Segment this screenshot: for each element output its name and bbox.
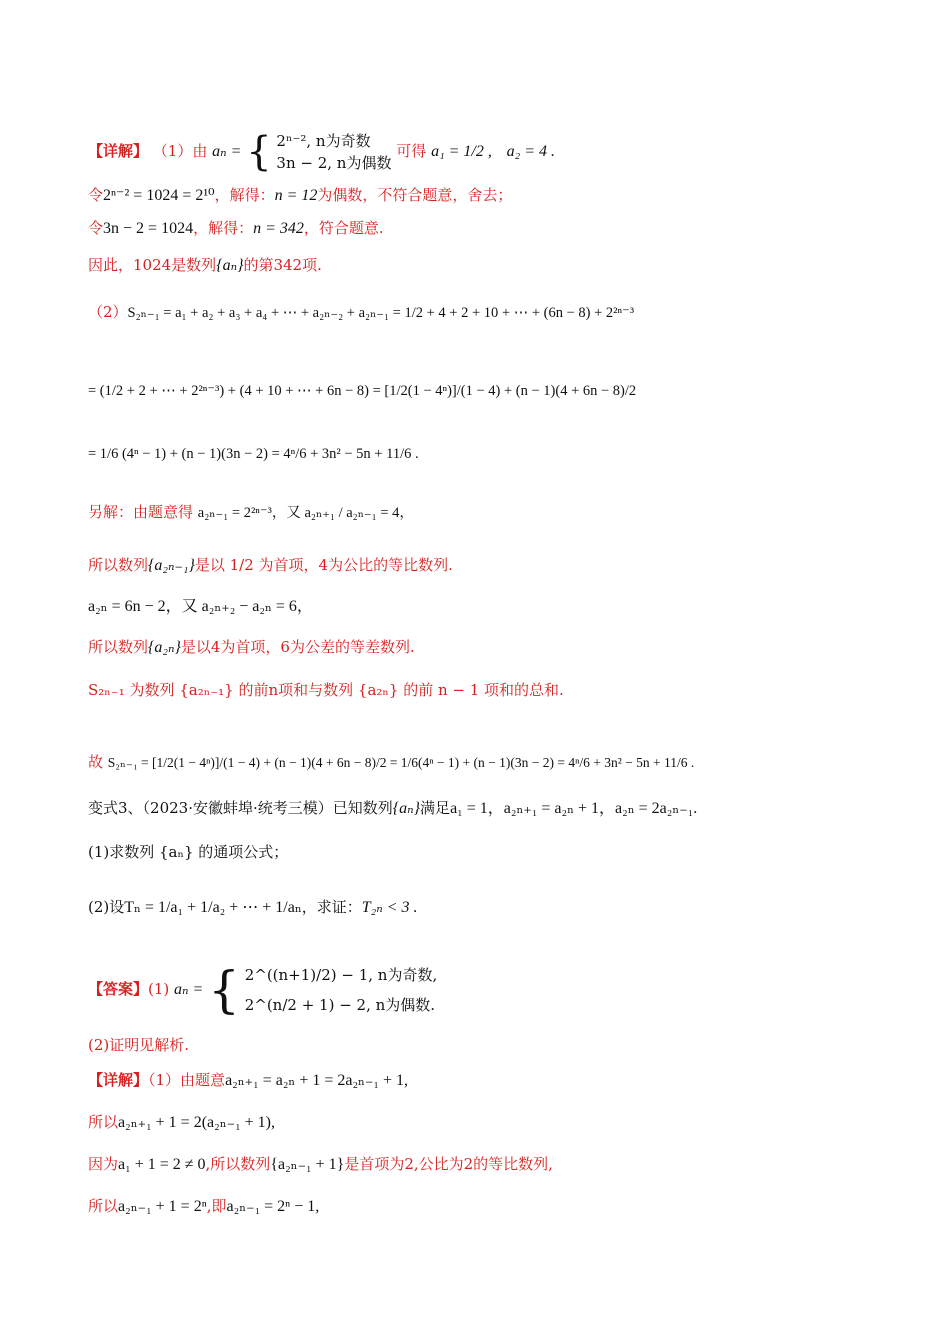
math: a₂ₙ₊₁ + 1 = 2(a₂ₙ₋₁ + 1), xyxy=(118,1114,275,1131)
mid-text: 可得 xyxy=(396,142,427,160)
lhs: aₙ = xyxy=(174,981,204,998)
math: 3n − 2 = 1024 xyxy=(103,220,194,237)
text2: ,即 xyxy=(206,1197,227,1215)
alt-line2 xyxy=(88,555,453,576)
math2: n = 12 xyxy=(274,187,318,204)
text2: 是以 1/2 为首项，4为公比的等比数列. xyxy=(194,556,453,574)
q1: (1)求数列 {aₙ} 的通项公式； xyxy=(88,843,289,861)
eq2: = (1/2 + 2 + ⋯ + 2²ⁿ⁻³) + (4 + 10 + ⋯ + 6n − 8) = [1/2(1 − 4ⁿ)]/(1 − 4) + (n − 1)(4 + 6n − 8)/2 xyxy=(88,383,637,399)
detail-tag: 【详解】 xyxy=(88,1071,149,1089)
text: 所以 xyxy=(88,1113,119,1131)
text1: 因此，1024是数列 xyxy=(88,256,217,274)
eq1: S₂ₙ₋₁ = a₁ + a₂ + a₃ + a₄ + ⋯ + a₂ₙ₋₂ + a₂ₙ₋₁ = 1/2 + 4 + 2 + 10 + ⋯ + (6n − 8) + 2²ⁿ⁻³ xyxy=(127,305,635,321)
alt-line6 xyxy=(88,752,694,773)
text1: 满足 xyxy=(420,799,451,817)
part: (1) xyxy=(148,980,170,998)
math1: {aₙ} xyxy=(392,800,421,817)
math2: n = 342 xyxy=(253,220,304,237)
answer-line xyxy=(88,960,437,1020)
piecewise-cases xyxy=(276,130,391,174)
answer-tag: 【答案】 xyxy=(88,980,149,998)
part-label: （1）由 xyxy=(152,142,208,160)
detail-tag: 【详解】 xyxy=(88,142,149,160)
a1-value: a₁ = 1/2 , xyxy=(431,143,492,160)
alt-line3 xyxy=(88,596,313,617)
math: a₂ₙ = 6n − 2，又 a₂ₙ₊₂ − a₂ₙ = 6， xyxy=(88,598,313,615)
detail2-line3 xyxy=(88,1154,553,1175)
text2: 的第342项. xyxy=(243,256,322,274)
text1: 所以数列 xyxy=(88,556,149,574)
line-b xyxy=(88,218,384,239)
math2: a₁ = 1，a₂ₙ₊₁ = a₂ₙ + 1，a₂ₙ = 2a₂ₙ₋₁. xyxy=(450,800,698,817)
tail: ，符合题意. xyxy=(303,219,384,237)
formula-lhs: aₙ = xyxy=(212,143,242,160)
math: 2ⁿ⁻² = 1024 = 2¹⁰ xyxy=(103,187,215,204)
math: a₂ₙ₋₁ = 2²ⁿ⁻³，又 a₂ₙ₊₁ / a₂ₙ₋₁ = 4， xyxy=(197,505,414,521)
math: a₁ + 1 = 2 ≠ 0 xyxy=(118,1156,206,1173)
text: S₂ₙ₋₁ 为数列 {a₂ₙ₋₁} 的前n项和与数列 {a₂ₙ} 的前 n − 1 项和的总和. xyxy=(88,681,564,699)
math: S₂ₙ₋₁ = [1/2(1 − 4ⁿ)]/(1 − 4) + (n − 1)(4 + 6n − 8)/2 = 1/6(4ⁿ − 1) + (n − 1)(3n − 2) = 4ⁿ/6 + 3n² − 5n + 11/6 . xyxy=(107,755,695,770)
text1: 所以数列 xyxy=(88,638,149,656)
text: ，解得： xyxy=(193,219,254,237)
math2: a₂ₙ₋₁ = 2ⁿ − 1, xyxy=(226,1198,320,1215)
alt-line1 xyxy=(88,502,414,523)
case-even: 3n − 2, n为偶数 xyxy=(276,154,392,172)
math: a₂ₙ₋₁ + 1 = 2ⁿ xyxy=(118,1198,207,1215)
math2: T₂ₙ < 3 . xyxy=(361,899,418,916)
text: ，求证： xyxy=(301,898,362,916)
brace: { xyxy=(246,129,272,175)
prefix: (2)设 xyxy=(88,898,125,916)
prefix: 令 xyxy=(88,186,104,204)
variant3-q2 xyxy=(88,897,418,918)
math: a₂ₙ₊₁ = a₂ₙ + 1 = 2a₂ₙ₋₁ + 1, xyxy=(225,1072,409,1089)
prefix: 故 xyxy=(88,753,104,771)
math2: {a₂ₙ₋₁ + 1} xyxy=(270,1156,345,1173)
text3: 是首项为2,公比为2的等比数列, xyxy=(344,1155,553,1173)
tail: 为偶数，不符合题意，舍去； xyxy=(317,186,513,204)
part2-eq3 xyxy=(88,443,419,464)
text1: 所以 xyxy=(88,1197,119,1215)
text: 另解：由题意得 xyxy=(88,503,194,521)
detail1-line xyxy=(88,130,555,174)
line-c xyxy=(88,255,322,276)
variant3-q1 xyxy=(88,842,288,862)
case-odd: 2^((n+1)/2) − 1, n为奇数, xyxy=(244,966,438,984)
answer-p2 xyxy=(88,1035,189,1055)
line-a xyxy=(88,185,512,206)
text: （1）由题意 xyxy=(148,1071,226,1089)
brace: { xyxy=(208,961,240,1019)
math: {aₙ} xyxy=(216,257,244,274)
math: {a₂ₙ} xyxy=(148,639,181,656)
prefix: 令 xyxy=(88,219,104,237)
math: {a₂ₙ₋₁} xyxy=(148,557,195,574)
detail2-line2 xyxy=(88,1112,275,1133)
text2: 是以4为首项，6为公差的等差数列. xyxy=(180,638,415,656)
variant3-title xyxy=(88,798,697,819)
case-odd: 2ⁿ⁻², n为奇数 xyxy=(276,132,371,150)
alt-line5 xyxy=(88,680,564,700)
detail2-line1 xyxy=(88,1070,408,1091)
part2-eq2 xyxy=(88,380,636,401)
title: 变式3、（2023·安徽蚌埠·统考三模）已知数列 xyxy=(88,799,393,817)
p2: (2)证明见解析. xyxy=(88,1036,190,1054)
math: Tₙ = 1/a₁ + 1/a₂ + ⋯ + 1/aₙ xyxy=(124,899,302,916)
piecewise-cases xyxy=(245,960,438,1020)
text2: ,所以数列 xyxy=(205,1155,271,1173)
eq3: = 1/6 (4ⁿ − 1) + (n − 1)(3n − 2) = 4ⁿ/6 + 3n² − 5n + 11/6 . xyxy=(88,446,419,462)
label: （2） xyxy=(88,303,128,321)
alt-line4 xyxy=(88,637,415,658)
text1: 因为 xyxy=(88,1155,119,1173)
part2-eq1 xyxy=(88,302,634,323)
case-even: 2^(n/2 + 1) − 2, n为偶数. xyxy=(244,996,436,1014)
a2-value: a₂ = 4 . xyxy=(506,143,556,160)
text: ，解得： xyxy=(214,186,275,204)
detail2-line4 xyxy=(88,1196,319,1217)
